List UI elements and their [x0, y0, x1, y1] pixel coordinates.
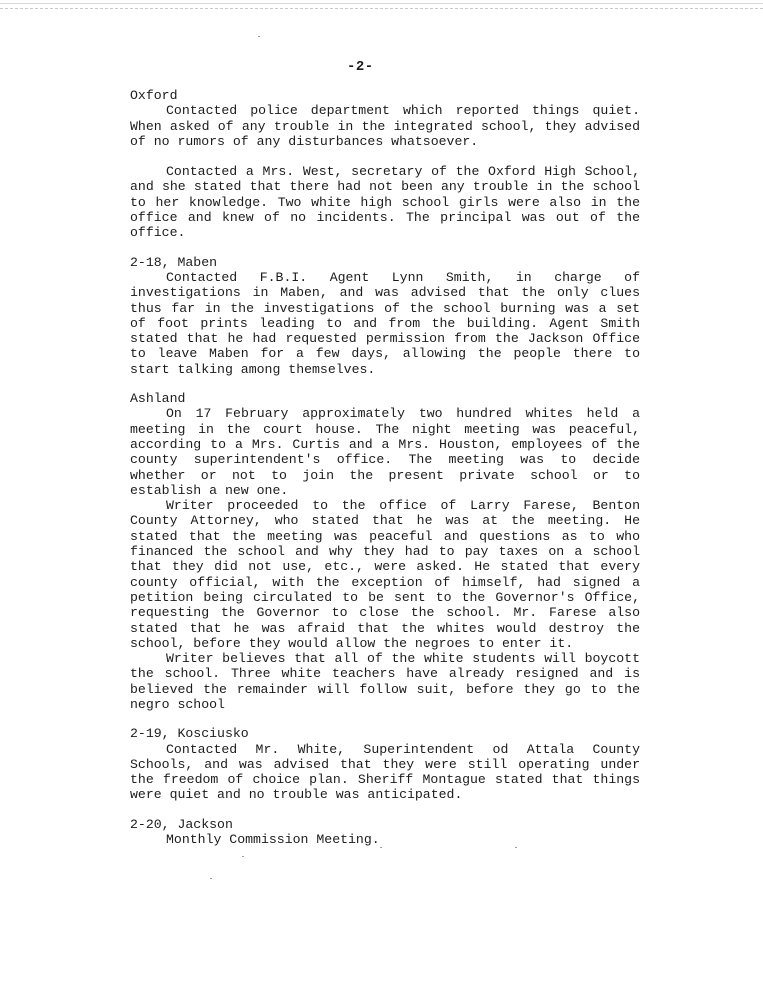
scan-speck — [210, 878, 212, 879]
paragraph: Contacted F.B.I. Agent Lynn Smith, in charge of investigations in Maben, and was advised that the only clues thus far in the investigations of the school burning was a set of foot prints leading to and from the building. Agent Smith stated that he had requested permission from the Jackson Office to leave Maben for a few days, allowing the people there to start talking among themselves. — [130, 269, 640, 377]
section-jackson — [130, 817, 640, 848]
section-maben — [130, 255, 640, 377]
scan-speck — [258, 36, 260, 37]
paragraph: Writer believes that all of the white students will boycott the school. Three white teachers have already resigned and is believed the remainder will follow suit, before they go to the negro school — [130, 651, 640, 712]
paragraph: Contacted Mr. White, Superintendent od Attala County Schools, and was advised that they were still operating under the freedom of choice plan. Sheriff Montague stated that things were quiet and no trouble was anticipated. — [130, 741, 640, 803]
paragraph: Contacted a Mrs. West, secretary of the Oxford High School, and she stated that there had not been any trouble in the school to her knowledge. Two white high school girls were also in the office and knew of no incidents. The principal was out of the office. — [130, 164, 640, 241]
scan-speck — [515, 847, 517, 848]
scan-speck — [380, 847, 382, 848]
section-heading: 2-19, Kosciusko — [130, 726, 249, 742]
paragraph: On 17 February approximately two hundred whites held a meeting in the court house. The night meeting was peaceful, according to a Mrs. Curtis and a Mrs. Houston, employees of the county superintendent's office. The meeting was to decide whether or not to join the present private school or to establish a new one. — [130, 406, 640, 498]
page-number: -2- — [347, 59, 374, 75]
paragraph: Monthly Commission Meeting. — [166, 832, 380, 848]
section-heading: Oxford — [130, 88, 178, 103]
report-body — [130, 88, 640, 861]
scan-speck — [242, 856, 244, 857]
section-heading: 2-20, Jackson — [130, 816, 233, 832]
scan-top-edge — [0, 0, 763, 9]
section-heading: Ashland — [130, 391, 186, 407]
section-kosciusko — [130, 726, 640, 802]
section-heading: 2-18, Maben — [130, 254, 218, 270]
paragraph: Contacted police department which reported things quiet. When asked of any trouble in the integrated school, they advised of no rumors of any disturbances whatsoever. — [130, 103, 640, 149]
paragraph: Writer proceeded to the office of Larry Farese, Benton County Attorney, who stated that he was at the meeting. He stated that the meeting was peaceful and questions as to who financed the school and why they had to pay taxes on a school that they did not use, etc., were asked. He stated that every county official, with the exception of himself, had signed a petition being circulated to be sent to the Governor's Office, requesting the Governor to close the school. Mr. Farese also stated that he was afraid that the whites would destroy the school, before they would allow the negroes to enter it. — [130, 498, 640, 651]
section-ashland — [130, 391, 640, 712]
section-oxford — [130, 88, 640, 241]
